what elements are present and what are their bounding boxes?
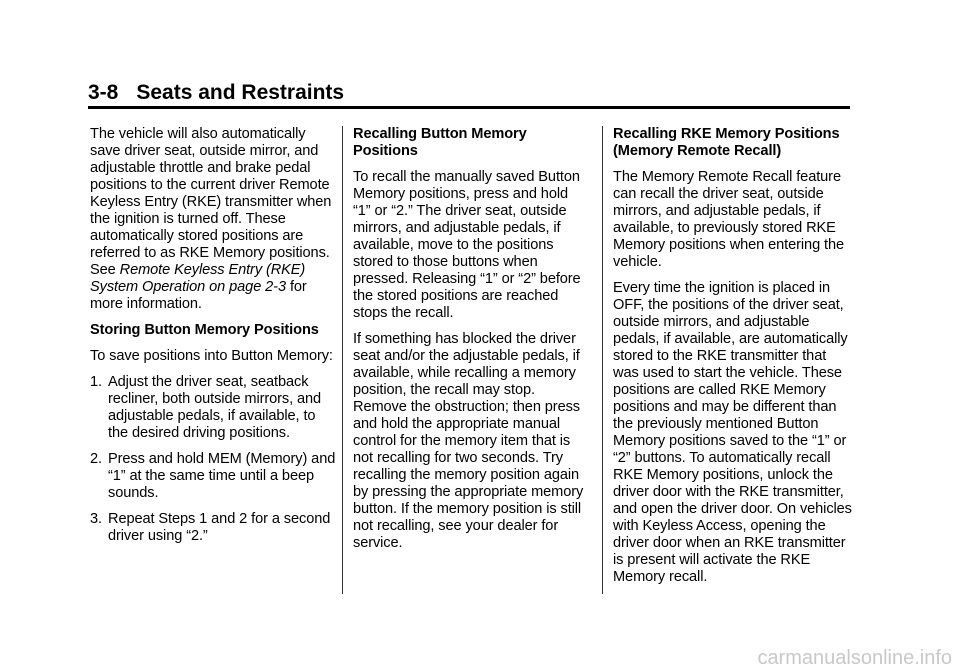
- recall-button-heading: Recalling Button Memory Positions: [353, 126, 527, 159]
- list-item: 1. Adjust the driver seat, seatback recliner, both outside mirrors, and adjustable pedals, if available, to the desired driving positions.: [90, 374, 322, 441]
- storing-heading: Storing Button Memory Positions: [90, 322, 319, 338]
- recall-rke-paragraph-2: Every time the ignition is placed in OFF, the positions of the driver seat, outside mirrors, and adjustable pedals, if available, are automatically stored to the RKE transmitter that was used to start the vehicle. These positions are called RKE Memory positions and may be different than the previously mentioned Button Memory positions saved to the “1” or “2” buttons. To automatically recall RKE Memory positions, unlock the driver door with the RKE transmitter, and open the driver door. On vehicles with Keyless Access, opening the driver door when an RKE transmitter is present will activate the RKE Memory recall.: [613, 280, 852, 585]
- watermark: carmanualsonline.info: [757, 647, 952, 669]
- header-rule: [88, 106, 850, 109]
- column-2: [353, 126, 589, 561]
- page-number: 3-8: [88, 81, 119, 104]
- column-1: [90, 126, 336, 554]
- recall-button-paragraph-2: If something has blocked the driver seat and/or the adjustable pedals, if available, while recalling a memory position, the recall may stop. Remove the obstruction; then press and hold the appropriate manual control for the memory item that is not recalling for two seconds. Try recalling the memory position again by pressing the appropriate memory button. If the memory position is still not recalling, see your dealer for service.: [353, 331, 584, 551]
- recall-rke-heading: Recalling RKE Memory Positions (Memory Remote Recall): [613, 126, 840, 159]
- list-item: 2. Press and hold MEM (Memory) and “1” at the same time until a beep sounds.: [90, 451, 336, 501]
- storing-steps: [90, 374, 336, 545]
- storing-lead: To save positions into Button Memory:: [90, 348, 333, 364]
- recall-rke-paragraph-1: The Memory Remote Recall feature can recall the driver seat, outside mirrors, and adjustable pedals, if available, to previously stored RKE Memory positions when entering the vehicle.: [613, 169, 845, 270]
- list-item: 3. Repeat Steps 1 and 2 for a second driver using “2.”: [90, 511, 331, 544]
- intro-paragraph: The vehicle will also automatically save driver seat, outside mirror, and adjustable throttle and brake pedal positions to the current driver Remote Keyless Entry (RKE) transmitter when the ignition is turned off. These automatically stored positions are referred to as RKE Memory positions. See Remote Keyless Entry (RKE) System Operation on page 2-3 for more information.: [90, 126, 332, 312]
- cross-reference-link[interactable]: Remote Keyless Entry (RKE) System Operation on page 2-3: [90, 262, 306, 295]
- column-3: [613, 126, 853, 595]
- column-divider: [342, 126, 343, 594]
- column-divider: [602, 126, 603, 594]
- section-title: Seats and Restraints: [136, 81, 345, 104]
- recall-button-paragraph-1: To recall the manually saved Button Memory positions, press and hold “1” or “2.” The driver seat, outside mirrors, and adjustable pedals, if available, move to the positions stored to those buttons when pressed. Releasing “1” or “2” before the stored positions are reached stops the recall.: [353, 169, 581, 321]
- page-header: [88, 80, 344, 106]
